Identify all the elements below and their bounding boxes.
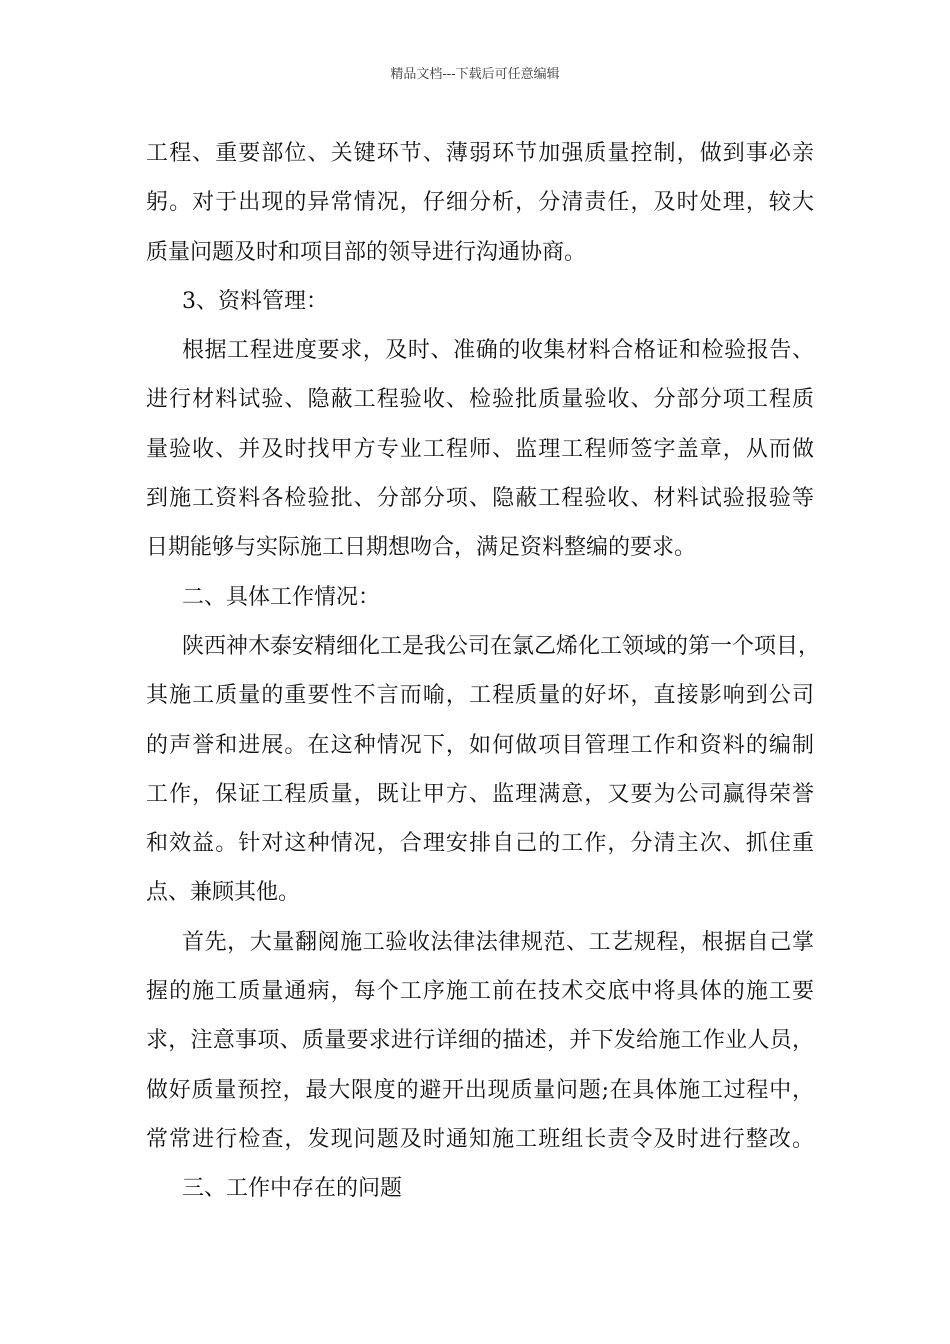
text-line: 点、兼顾其他。	[146, 880, 301, 906]
text-line: 三、工作中存在的问题	[182, 1176, 403, 1202]
text-line: 握的施工质量通病，每个工序施工前在技术交底中将具体的施工要	[146, 979, 814, 1005]
page-header: 精品文档---下载后可任意编辑	[390, 67, 560, 82]
text-line: 量验收、并及时找甲方专业工程师、监理工程师签字盖章，从而做	[146, 436, 814, 462]
text-line: 求，注意事项、质量要求进行详细的描述，并下发给施工作业人员，	[146, 1028, 814, 1054]
text-line: 日期能够与实际施工日期想吻合，满足资料整编的要求。	[146, 535, 697, 561]
text-line: 到施工资料各检验批、分部分项、隐蔽工程验收、材料试验报验等	[146, 486, 814, 512]
text-line: 工作，保证工程质量，既让甲方、监理满意，又要为公司赢得荣誉	[146, 781, 814, 807]
document-body	[146, 132, 821, 1217]
text-line: 其施工质量的重要性不言而喻，工程质量的好坏，直接影响到公司	[146, 683, 814, 709]
text-line: 和效益。针对这种情况，合理安排自己的工作，分清主次、抓住重	[146, 831, 814, 857]
text-line: 首先，大量翻阅施工验收法律法律规范、工艺规程，根据自己掌	[182, 929, 814, 955]
text-line: 进行材料试验、隐蔽工程验收、检验批质量验收、分部分项工程质	[146, 387, 814, 413]
text-line: 做好质量预控，最大限度的避开出现质量问题;在具体施工过程中，	[146, 1077, 814, 1103]
text-line: 二、具体工作情况：	[182, 584, 381, 610]
text-line: 的声誉和进展。在这种情况下，如何做项目管理工作和资料的编制	[146, 732, 814, 758]
text-line: 根据工程进度要求，及时、准确的收集材料合格证和检验报告、	[182, 338, 814, 364]
text-line: 质量问题及时和项目部的领导进行沟通协商。	[146, 239, 587, 265]
text-line: 工程、重要部位、关键环节、薄弱环节加强质量控制，做到事必亲	[146, 141, 814, 166]
text-line: 陕西神木泰安精细化工是我公司在氯乙烯化工领域的第一个项目，	[182, 633, 821, 659]
text-line: 常常进行检查，发现问题及时通知施工班组长责令及时进行整改。	[146, 1126, 814, 1152]
text-line: 躬。对于出现的异常情况，仔细分析，分清责任，及时处理，较大	[146, 190, 814, 216]
text-line: 3、资料管理：	[182, 288, 328, 314]
